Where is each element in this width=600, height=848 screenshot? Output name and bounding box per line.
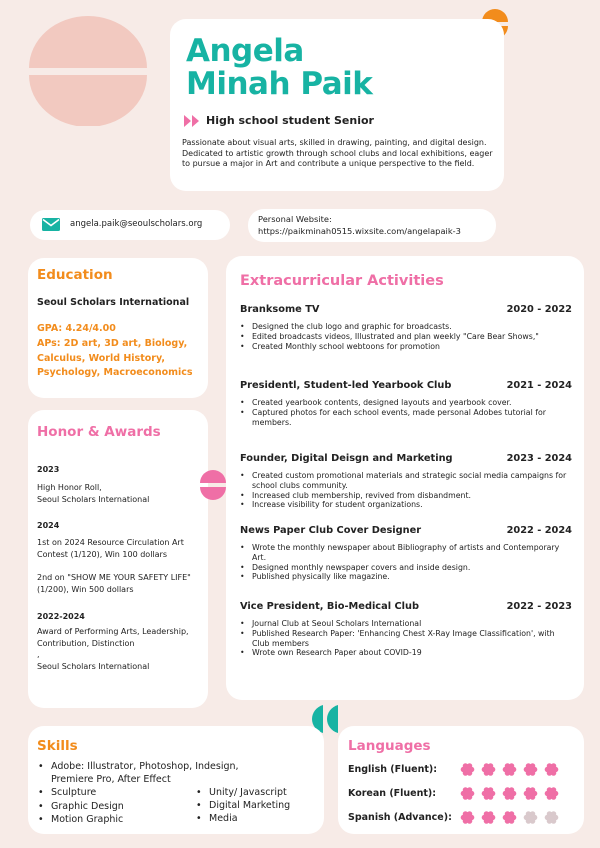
rating-flower-filled-icon (481, 786, 496, 801)
rating-flower-filled-icon (502, 786, 517, 801)
skill-item: • Media (194, 812, 322, 825)
skill-item: • Unity/ Javascript (194, 786, 322, 799)
activity-years: 2023 - 2024 (506, 453, 572, 464)
activity-role: Founder, Digital Deisgn and Marketing (240, 453, 453, 464)
honor-item: High Honor Roll, Seoul Scholars International (37, 483, 150, 504)
activity-entry (240, 304, 572, 351)
rating-flower-filled-icon (523, 786, 538, 801)
education-card (28, 258, 208, 398)
education-title: Education (37, 267, 113, 283)
activity-bullet: • Wrote the monthly newspaper about Bibliography of artists and Contemporary Art. (240, 543, 572, 563)
extracurricular-card (226, 256, 584, 700)
honor-year: 2022-2024 (37, 612, 85, 621)
honor-item: Award of Performing Arts, Leadership, Contribution, Distinction , Seoul Scholars International (37, 627, 189, 671)
honor-item: 2nd on "SHOW ME YOUR SAFETY LIFE" (1/200), Win 500 dollars (37, 573, 191, 594)
website-link[interactable]: https://paikminah0515.wixsite.com/angelapaik-3 (258, 226, 461, 236)
language-row (348, 786, 578, 802)
activity-bullet: • Designed the club logo and graphic for broadcasts. (240, 322, 572, 332)
activity-bullet: • Created custom promotional materials and strategic social media campaigns for school clubs community. (240, 471, 572, 491)
activity-role: Vice President, Bio-Medical Club (240, 601, 420, 612)
rating-flower-filled-icon (502, 762, 517, 777)
skills-list-secondary (194, 786, 322, 826)
skill-item: • Sculpture (36, 786, 266, 799)
activity-years: 2021 - 2024 (506, 380, 572, 391)
intro-text: Passionate about visual arts, skilled in drawing, painting, and digital design. Dedicated to artistic growth through school clubs and local exhibitions, eager to pursue a major in Art and contribute a unique perspective to the field. (182, 138, 493, 168)
activity-entry (240, 380, 572, 427)
activity-bullet: • Published physically like magazine. (240, 572, 572, 582)
languages-title: Languages (348, 738, 431, 754)
website-pill[interactable] (248, 209, 496, 242)
rating-flower-empty-icon (523, 810, 538, 825)
language-rating (460, 810, 559, 825)
half-circles-decoration (8, 16, 168, 126)
activity-entry (240, 525, 572, 582)
candidate-name (186, 35, 372, 101)
email-address[interactable]: angela.paik@seoulscholars.org (70, 219, 203, 229)
rating-flower-filled-icon (481, 810, 496, 825)
email-pill[interactable] (30, 210, 230, 240)
activity-bullet: • Created Monthly school webtoons for promotion (240, 342, 572, 352)
extracurricular-title: Extracurricular Activities (240, 273, 444, 289)
skill-item: • Digital Marketing (194, 799, 322, 812)
language-rating (460, 786, 559, 801)
activity-bullet: • Captured photos for each school events, made personal Adobes tutorial for members. (240, 408, 572, 428)
language-rating (460, 762, 559, 777)
honor-year: 2023 (37, 465, 60, 474)
activity-bullet: • Journal Club at Seoul Scholars International (240, 619, 572, 629)
header-card (170, 19, 504, 191)
education-gpa: GPA: 4.24/4.00 (37, 323, 116, 334)
activity-entry (240, 601, 572, 658)
skill-item: • Graphic Design (36, 800, 266, 813)
honor-year: 2024 (37, 521, 60, 530)
activity-bullet: • Published Research Paper: 'Enhancing Chest X-Ray Image Classification', with Club members (240, 629, 572, 649)
skill-item: • Adobe: Illustrator, Photoshop, Indesign, Premiere Pro, After Effect (36, 760, 266, 786)
rating-flower-filled-icon (481, 762, 496, 777)
skills-card (28, 726, 324, 834)
honors-card (28, 410, 208, 708)
skills-title: Skills (37, 738, 78, 754)
name-line-1: Angela (186, 33, 304, 69)
education-aps: APs: 2D art, 3D art, Biology, Calculus, World History, Psychology, Macroeconomics (37, 338, 193, 378)
activity-role: Presidentl, Student-led Yearbook Club (240, 380, 452, 391)
language-row (348, 762, 578, 778)
activity-bullet: • Wrote own Research Paper about COVID-19 (240, 648, 572, 658)
name-line-2: Minah Paik (186, 66, 373, 102)
quote-mark-icon (184, 115, 200, 127)
activity-bullet: • Edited broadcasts videos, Illustrated and plan weekly "Care Bear Shows," (240, 332, 572, 342)
language-name: English (Fluent): (348, 764, 438, 775)
activity-role: News Paper Club Cover Designer (240, 525, 422, 536)
activity-bullet: • Designed monthly newspaper covers and inside design. (240, 563, 572, 573)
language-row (348, 810, 578, 826)
rating-flower-filled-icon (460, 786, 475, 801)
rating-flower-filled-icon (523, 762, 538, 777)
activity-years: 2022 - 2024 (506, 525, 572, 536)
language-name: Korean (Fluent): (348, 788, 437, 799)
honors-title: Honor & Awards (37, 424, 161, 440)
honor-item: 1st on 2024 Resource Circulation Art Contest (1/120), Win 100 dollars (37, 538, 184, 559)
envelope-icon (42, 218, 60, 231)
activity-years: 2022 - 2023 (506, 601, 572, 612)
rating-flower-empty-icon (544, 810, 559, 825)
activity-bullet: • Increased club membership, revived from disbandment. (240, 491, 572, 501)
language-name: Spanish (Advance): (348, 812, 452, 823)
rating-flower-filled-icon (502, 810, 517, 825)
activity-bullet: • Increase visibility for student organizations. (240, 500, 572, 510)
rating-flower-filled-icon (544, 762, 559, 777)
rating-flower-filled-icon (544, 786, 559, 801)
activity-entry (240, 453, 572, 510)
skill-item: • Motion Graphic (36, 813, 266, 826)
education-school: Seoul Scholars International (37, 297, 190, 308)
subtitle: High school student Senior (206, 114, 374, 127)
rating-flower-filled-icon (460, 810, 475, 825)
languages-card (338, 726, 584, 834)
rating-flower-filled-icon (460, 762, 475, 777)
website-label: Personal Website: (258, 214, 332, 224)
activity-years: 2020 - 2022 (506, 304, 572, 315)
activity-role: Branksome TV (240, 304, 320, 315)
activity-bullet: • Created yearbook contents, designed layouts and yearbook cover. (240, 398, 572, 408)
pink-half-circles-decoration (199, 470, 229, 500)
